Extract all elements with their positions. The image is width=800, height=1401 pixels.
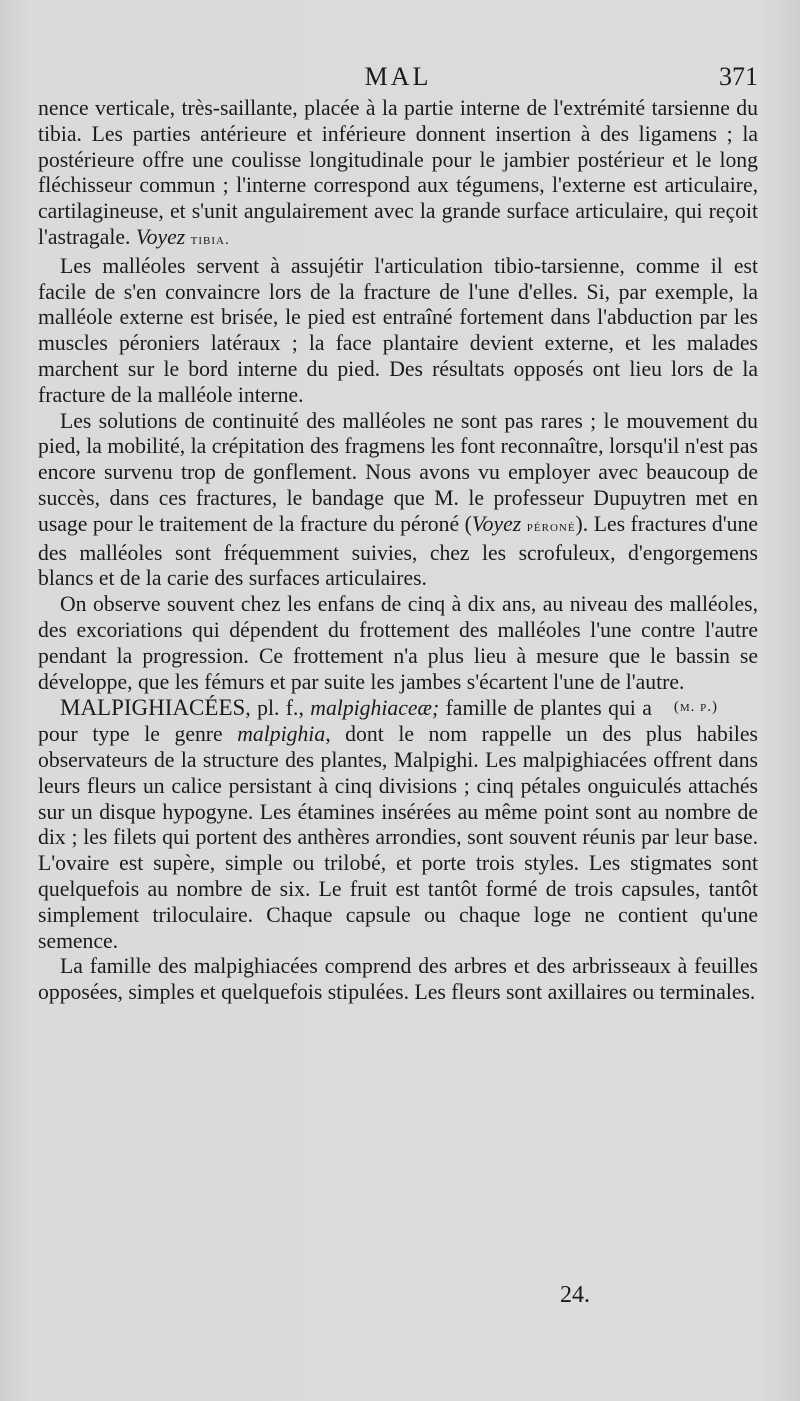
page-number: 371 [719,62,758,91]
paragraph-1 [38,96,758,254]
entry-text-1: famille de plantes qui a pour type le genre [38,696,652,747]
page-body [38,96,758,1006]
paragraph-3-text: Les solutions de continuité des malléoles ne sont pas rares ; le mouvement du pied, la mobilité, la crépitation des fragmens les font reconnaître, lorsqu'il n'est pas encore survenu trop de gonflement. Nous avons vu employer avec beaucoup de succès, dans ces fractures, le bandage que M. le professeur Dupuytren met en usage pour le traitement de la fracture du péroné ( [38,408,758,536]
paragraph-3 [38,409,758,593]
entry-text-2: , dont le nom rappelle un des plus habiles observateurs de la structure des plantes, Malpighi. Les malpighiacées offrent dans leurs fleurs un calice persistant à cinq divisions ; cinq pétales onguiculés attachés sur un disque hypogyne. Les étamines insérées au même point sont au nombre de dix ; les filets qui portent des anthères arrondies, sont souvent réunis par leur base. L'ovaire est supère, simple ou trilobé, et porte trois styles. Les stigmates sont quelquefois au nombre de six. Le fruit est tantôt formé de trois capsules, tantôt simplement triloculaire. Chaque capsule ou chaque loge ne contient qu'une semence. [38,722,758,953]
paragraph-3-text-end: ). Les fractures d'une des malléoles sont fréquemment suivies, chez les scrofuleux, d'engorgemens blancs et de la carie des surfaces articulaires. [38,511,758,591]
see-reference: Voyez [471,511,522,536]
entry-headword: MALPIGHIACÉES [60,695,246,721]
signature-mark: 24. [560,1282,590,1308]
entry-genus: malpighia [237,722,326,747]
author-signature: (m. p.) [673,699,718,716]
see-reference: Voyez [135,224,186,249]
cross-reference: péroné [526,518,576,535]
entry-grammar: , pl. f., [245,696,304,721]
running-head: MAL [364,62,432,91]
paragraph-1-text: nence verticale, très-saillante, placée à la partie interne de l'extrémité tarsienne du tibia. Les parties antérieure et inférieure donnent insertion à des ligamens ; la postérieure offre une coulisse longitudinale pour le jambier postérieur et le long fléchisseur commun ; l'interne correspond aux tégumens, l'externe est articulaire, cartilagineuse, et s'unit angulairement avec la grande surface articulaire, qui reçoit l'astragale. [38,96,758,249]
cross-reference: tibia. [190,231,230,248]
entry-latin-name: malpighiaceæ; [310,696,440,721]
paragraph-2: Les malléoles servent à assujétir l'articulation tibio-tarsienne, comme il est facile de s'en convaincre lors de la fracture de l'une d'elles. Si, par exemple, la malléole externe est brisée, le pied est entraîné fortement dans l'abduction par les muscles péroniers latéraux ; la face plantaire devient externe, et les malades marchent sur le bord interne du pied. Des résultats opposés ont lieu lors de la fracture de la malléole interne. [38,253,758,407]
paragraph-6: La famille des malpighiacées comprend des arbres et des arbrisseaux à feuilles opposées, simples et quelquefois stipulées. Les fleurs sont axillaires ou terminales. [38,954,758,1005]
paragraph-4-text: On observe souvent chez les enfans de cinq à dix ans, au niveau des malléoles, des excoriations qui dépendent du frottement des malléoles l'une contre l'autre pendant la progression. Ce frottement n'a plus lieu à mesure que le bassin se développe, que les fémurs et par suite les jambes s'écartent l'une de l'autre. [38,592,758,694]
entry-malpighiacees [38,695,758,954]
page-header [38,62,758,98]
